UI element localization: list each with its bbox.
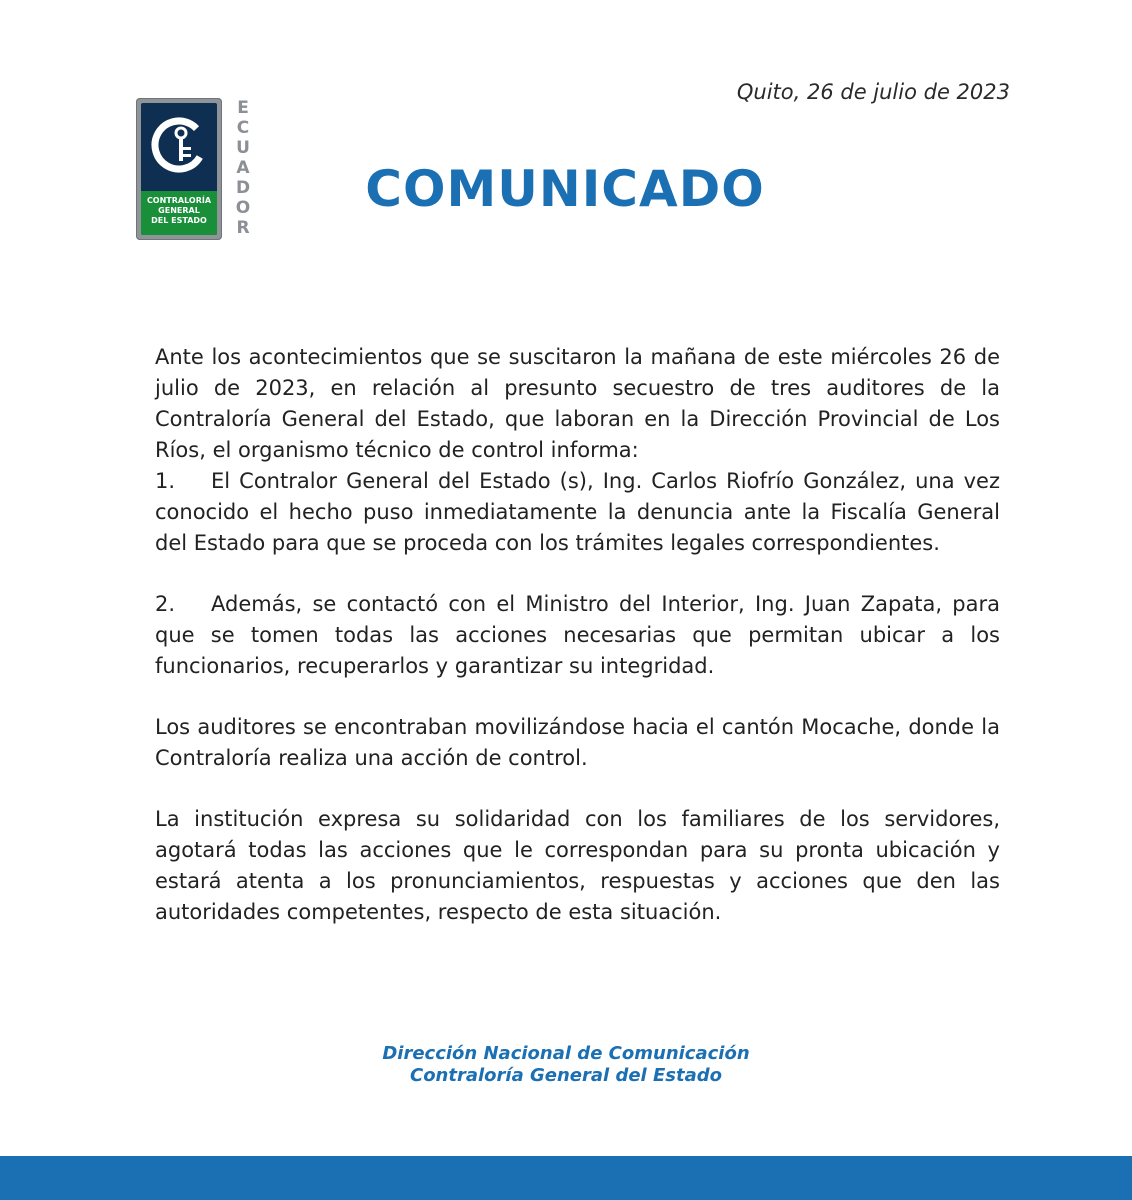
paragraph-solidarity: La institución expresa su solidaridad con los familiares de los servidores, agotará todas las acciones que le correspondan para su pronta ubicación y estará atenta a los pronunciamientos, respuestas y acciones que den las autoridades competentes, respecto de esta situación. (155, 807, 1000, 924)
intro-paragraph: Ante los acontecimientos que se suscitaron la mañana de este miércoles 26 de julio de 2023, en relación al presunto secuestro de tres auditores de la Contraloría General del Estado, que laboran en la Dirección Provincial de Los Ríos, el organismo técnico de control informa: (155, 345, 1000, 462)
paragraph-auditors: Los auditores se encontraban movilizándose hacia el cantón Mocache, donde la Contraloría realiza una acción de control. (155, 715, 1000, 770)
list-text: Además, se contactó con el Ministro del Interior, Ing. Juan Zapata, para que se tomen todas las acciones necesarias que permitan ubicar a los funcionarios, recuperarlos y garantizar su integridad. (155, 592, 1000, 678)
vertical-letter: D (235, 178, 251, 198)
footer-band (0, 1156, 1132, 1200)
logo-frame (136, 98, 222, 240)
vertical-letter: O (235, 198, 251, 218)
vertical-letter: R (236, 218, 250, 238)
logo-label (141, 191, 217, 235)
list-number: 1. (155, 469, 176, 493)
vertical-letter: E (237, 98, 249, 118)
list-item (155, 589, 1000, 682)
logo-line-2: GENERAL (158, 206, 200, 215)
signature-line-2: Contraloría General del Estado (409, 1065, 723, 1086)
signature-block (0, 1043, 1132, 1087)
list-number: 2. (155, 592, 176, 616)
document-body (155, 342, 1000, 928)
logo-vertical-text (233, 98, 253, 238)
cge-monogram-icon (141, 103, 217, 191)
vertical-letter: C (236, 118, 250, 138)
vertical-letter: A (236, 158, 250, 178)
list-text: El Contralor General del Estado (s), Ing. Carlos Riofrío González, una vez conocido el hecho puso inmediatamente la denuncia ante la Fiscalía General del Estado para que se proceda con los trámites legales correspondientes. (155, 469, 1000, 555)
contraloria-logo (136, 98, 260, 242)
logo-line-1: CONTRALORÍA (146, 196, 212, 205)
logo-line-3: DEL ESTADO (151, 216, 207, 225)
document-date: Quito, 26 de julio de 2023 (736, 80, 1010, 104)
list-item (155, 466, 1000, 559)
page-title: COMUNICADO (365, 160, 765, 218)
logo-emblem (141, 103, 217, 235)
signature-line-1: Dirección Nacional de Comunicación (382, 1043, 750, 1064)
vertical-letter: U (236, 138, 250, 158)
